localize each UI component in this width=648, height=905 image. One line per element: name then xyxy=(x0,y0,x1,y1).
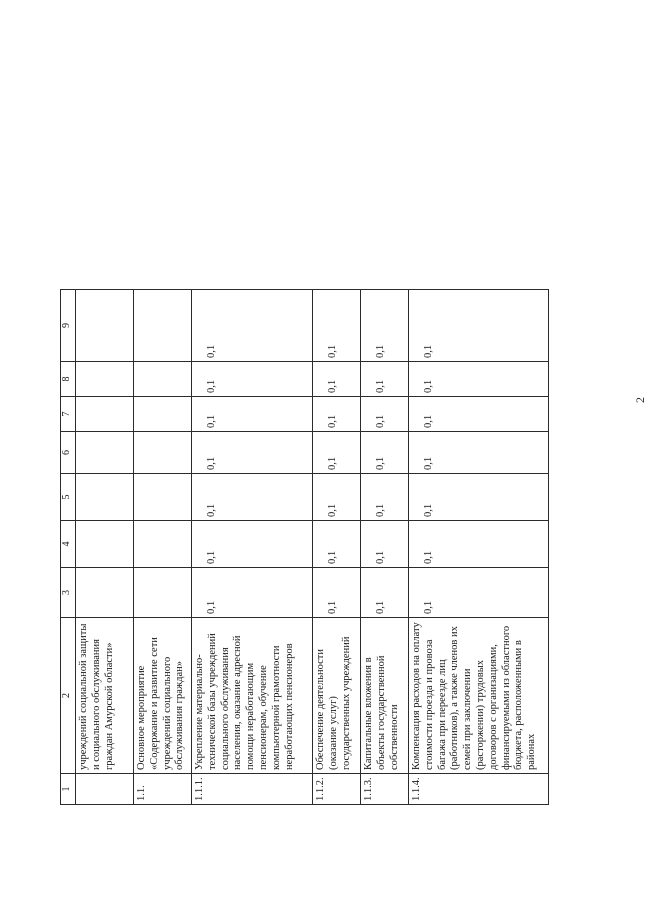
header-cell: 2 xyxy=(61,618,76,774)
value-cell: 0,1 xyxy=(361,397,409,432)
row-text: Компенсация расходов на оплату стоимости проезда и провоза багажа при переезде лиц (работников), а также членов их семей при заключении (расторжении) трудовых договоров с организациями, финансируемыми из областного бюджета, расположенными в районах xyxy=(409,618,549,774)
value-cell xyxy=(76,568,134,618)
value-cell xyxy=(134,290,192,362)
value-cell xyxy=(134,568,192,618)
value-cell xyxy=(76,290,134,362)
header-cell: 7 xyxy=(61,397,76,432)
header-row xyxy=(61,290,76,805)
value-cell: 0,1 xyxy=(192,397,313,432)
value-cell: 0,1 xyxy=(409,474,549,521)
value-cell: 0,1 xyxy=(361,362,409,397)
value-cell: 0,1 xyxy=(313,474,361,521)
value-cell: 0,1 xyxy=(313,568,361,618)
page-number: 2 xyxy=(633,397,647,403)
value-cell xyxy=(76,397,134,432)
value-cell: 0,1 xyxy=(409,362,549,397)
rotated-table-container xyxy=(60,290,580,805)
value-cell xyxy=(134,432,192,474)
row-code: 1.1.2. xyxy=(313,774,361,805)
value-cell xyxy=(134,397,192,432)
value-cell: 0,1 xyxy=(409,290,549,362)
value-cell: 0,1 xyxy=(361,290,409,362)
value-cell xyxy=(76,362,134,397)
value-cell: 0,1 xyxy=(192,474,313,521)
header-cell: 9 xyxy=(61,290,76,362)
value-cell: 0,1 xyxy=(409,397,549,432)
value-cell: 0,1 xyxy=(192,290,313,362)
table-row xyxy=(134,290,192,805)
value-cell xyxy=(134,362,192,397)
row-code: 1.1.4. xyxy=(409,774,549,805)
value-cell: 0,1 xyxy=(313,521,361,568)
value-cell xyxy=(134,521,192,568)
row-text: Укрепление материально-технической базы учреждений социального обслуживания населения, оказание адресной помощи неработающим пенсионерам, обучение компьютерной грамотности неработающих пенсионеров xyxy=(192,618,313,774)
value-cell: 0,1 xyxy=(192,362,313,397)
table-row xyxy=(76,290,134,805)
header-cell: 4 xyxy=(61,521,76,568)
value-cell: 0,1 xyxy=(409,521,549,568)
value-cell xyxy=(76,521,134,568)
row-code: 1.1.1. xyxy=(192,774,313,805)
value-cell: 0,1 xyxy=(192,521,313,568)
value-cell: 0,1 xyxy=(313,432,361,474)
table-row xyxy=(409,290,549,805)
value-cell: 0,1 xyxy=(313,397,361,432)
value-cell: 0,1 xyxy=(409,568,549,618)
table-row xyxy=(192,290,313,805)
header-cell: 8 xyxy=(61,362,76,397)
value-cell: 0,1 xyxy=(361,474,409,521)
row-text: Капитальные вложения в объекты государственной собственности xyxy=(361,618,409,774)
header-cell: 5 xyxy=(61,474,76,521)
row-text: учреждений социальной защиты и социального обслуживания граждан Амурской области» xyxy=(76,618,134,774)
value-cell: 0,1 xyxy=(313,290,361,362)
row-code: 1.1. xyxy=(134,774,192,805)
header-cell: 6 xyxy=(61,432,76,474)
value-cell: 0,1 xyxy=(409,432,549,474)
value-cell: 0,1 xyxy=(361,568,409,618)
value-cell: 0,1 xyxy=(361,521,409,568)
value-cell: 0,1 xyxy=(361,432,409,474)
header-cell: 3 xyxy=(61,568,76,618)
value-cell xyxy=(76,432,134,474)
row-text: Обеспечение деятельности (оказание услуг) государственных учреждений xyxy=(313,618,361,774)
indicator-table xyxy=(60,289,549,805)
value-cell: 0,1 xyxy=(192,432,313,474)
row-code xyxy=(76,774,134,805)
row-text: Основное мероприятие «Содержание и развитие сети учреждений социального обслуживания граждан» xyxy=(134,618,192,774)
row-code: 1.1.3. xyxy=(361,774,409,805)
table-row xyxy=(313,290,361,805)
table-row xyxy=(361,290,409,805)
value-cell xyxy=(76,474,134,521)
value-cell xyxy=(134,474,192,521)
header-cell: 1 xyxy=(61,774,76,805)
value-cell: 0,1 xyxy=(192,568,313,618)
value-cell: 0,1 xyxy=(313,362,361,397)
